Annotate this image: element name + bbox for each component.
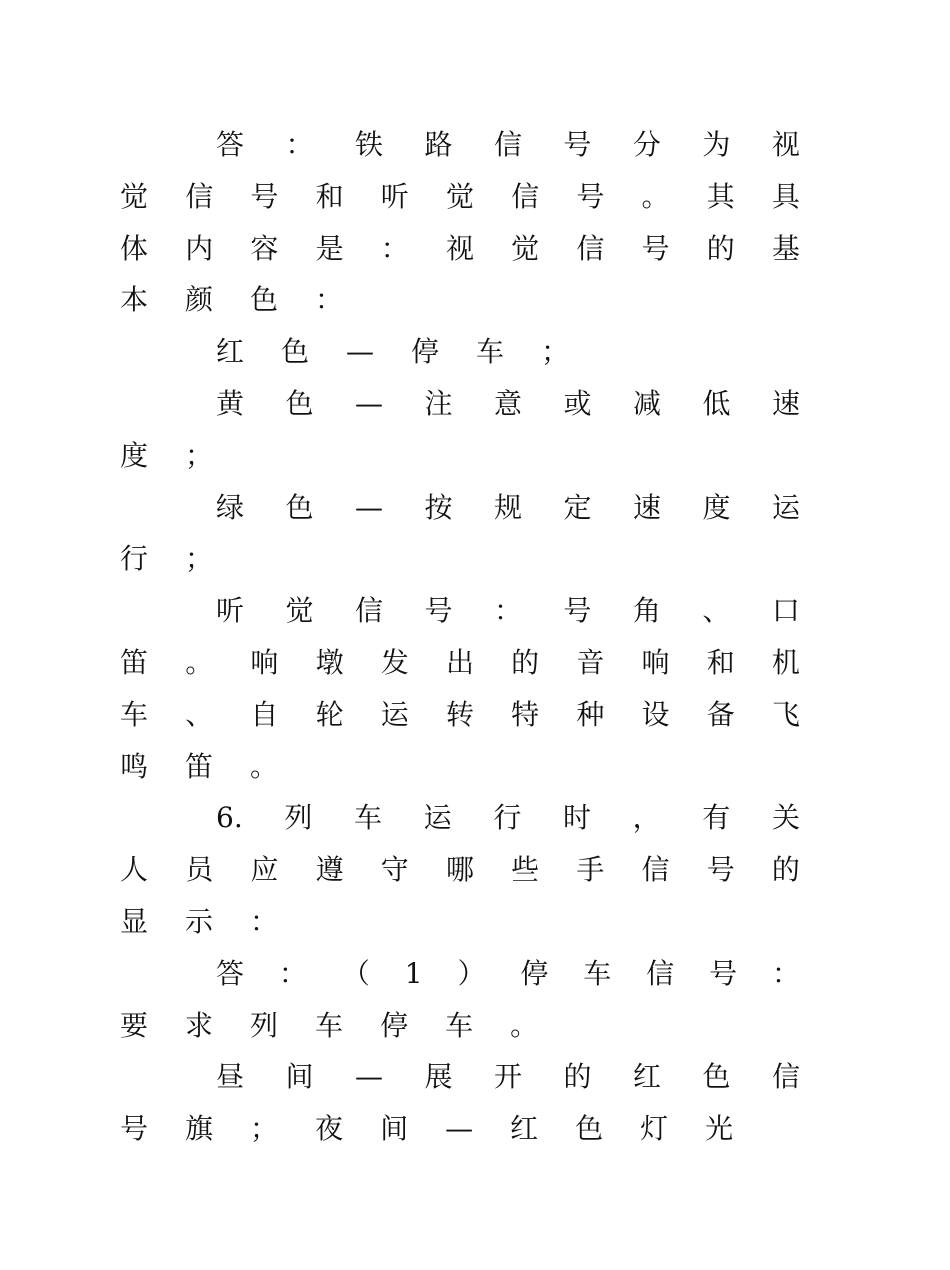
text-char: 色 <box>575 1112 604 1146</box>
text-char: 基 <box>771 231 800 265</box>
text-char: 信 <box>354 594 383 628</box>
text-char: 号 <box>641 231 670 265</box>
text-char: 设 <box>641 697 670 731</box>
text-char: 车 <box>476 335 505 369</box>
text-line <box>216 954 800 994</box>
text-char: 号 <box>563 128 592 161</box>
text-char: 注 <box>424 387 453 420</box>
text-char: 列 <box>284 801 313 835</box>
text-char: 要 <box>120 1008 149 1042</box>
text-char: 视 <box>445 231 474 265</box>
text-char: 信 <box>771 1060 800 1094</box>
text-line <box>120 643 800 683</box>
text-char: 定 <box>563 490 592 524</box>
text-char: 听 <box>216 594 245 628</box>
text-char: 列 <box>250 1008 279 1042</box>
text-line <box>216 125 800 165</box>
text-char: 色 <box>702 1060 731 1094</box>
text-char: 发 <box>380 646 409 679</box>
text-char: ： <box>278 956 307 990</box>
text-char: 灯 <box>640 1112 669 1146</box>
text-char: ： <box>250 905 279 938</box>
text-char: 号 <box>250 179 279 213</box>
text-char: 答 <box>216 128 245 161</box>
text-char: 信 <box>511 179 540 213</box>
text-char: 号 <box>563 594 592 628</box>
text-char: 铁 <box>354 128 383 161</box>
text-char: 应 <box>250 853 279 887</box>
text-char: 视 <box>771 128 800 161</box>
text-char: 行 <box>120 542 149 576</box>
text-char: 规 <box>493 490 522 524</box>
text-char: — <box>346 335 375 369</box>
text-char: 车 <box>315 1008 344 1042</box>
text-char: 音 <box>576 646 605 679</box>
text-char: 答 <box>216 956 245 990</box>
text-char: 为 <box>702 128 731 161</box>
text-char: 绿 <box>216 490 245 524</box>
text-char: 号 <box>424 594 453 628</box>
text-char: 的 <box>563 1060 592 1094</box>
text-char: — <box>355 490 383 524</box>
text-char: 开 <box>493 1060 522 1094</box>
text-char: 停 <box>380 1008 409 1042</box>
text-char: 人 <box>120 853 149 887</box>
text-char: 出 <box>445 646 474 679</box>
text-char: 黄 <box>216 387 245 420</box>
text-char: 6. <box>216 801 243 835</box>
text-char: ， <box>632 801 661 835</box>
text-line <box>216 591 800 631</box>
text-char: 运 <box>771 490 800 524</box>
text-char: 笛 <box>120 646 149 679</box>
text-char: 容 <box>250 231 279 265</box>
text-char: 行 <box>493 801 522 835</box>
text-char: （ <box>341 956 370 990</box>
text-char: 红 <box>632 1060 661 1094</box>
text-char: 守 <box>380 853 409 887</box>
text-char: 些 <box>511 853 540 887</box>
text-char: 色 <box>285 387 314 420</box>
text-char: 。 <box>185 646 214 679</box>
text-char: ； <box>185 438 214 472</box>
text-char: 车 <box>583 956 612 990</box>
text-char: 手 <box>576 853 605 887</box>
text-char: 色 <box>250 283 279 317</box>
text-line <box>120 747 800 787</box>
text-char: 自 <box>250 697 279 731</box>
text-line <box>120 539 800 579</box>
text-line <box>120 1109 800 1149</box>
text-line <box>120 902 800 942</box>
text-char: 的 <box>511 646 540 679</box>
text-char: 。 <box>510 1008 539 1042</box>
text-char: 鸣 <box>120 749 149 783</box>
text-char: ： <box>771 956 800 990</box>
text-char: 信 <box>493 128 522 161</box>
text-char: 色 <box>281 335 310 369</box>
text-char: 信 <box>646 956 675 990</box>
text-char: 轮 <box>315 697 344 731</box>
text-char: ： <box>493 594 522 628</box>
text-char: 光 <box>705 1112 734 1146</box>
text-char: ： <box>285 128 314 161</box>
text-char: 角 <box>632 594 661 628</box>
text-char: ； <box>185 542 214 576</box>
text-line <box>120 850 800 890</box>
text-char: ； <box>541 335 570 369</box>
text-char: 有 <box>702 801 731 835</box>
text-char: 间 <box>285 1060 314 1094</box>
text-char: 求 <box>185 1008 214 1042</box>
text-char: 低 <box>702 387 731 420</box>
text-line <box>120 280 800 320</box>
text-char: 号 <box>706 853 735 887</box>
text-char: 内 <box>185 231 214 265</box>
text-char: 转 <box>445 697 474 731</box>
text-char: 员 <box>185 853 214 887</box>
text-char: 颜 <box>185 283 214 317</box>
text-char: ） <box>457 956 486 990</box>
text-char: 停 <box>520 956 549 990</box>
text-char: 展 <box>424 1060 453 1094</box>
text-char: 的 <box>706 231 735 265</box>
text-char: 运 <box>380 697 409 731</box>
text-char: 速 <box>632 490 661 524</box>
text-line <box>216 798 800 838</box>
text-line <box>120 1006 800 1046</box>
text-char: 号 <box>576 179 605 213</box>
text-char: ： <box>380 231 409 265</box>
text-char: 关 <box>771 801 800 835</box>
text-char: 昼 <box>216 1060 245 1094</box>
text-char: 路 <box>424 128 453 161</box>
text-char: 笛 <box>185 749 214 783</box>
text-char: 红 <box>216 335 245 369</box>
text-char: 号 <box>709 956 738 990</box>
text-char: 哪 <box>445 853 474 887</box>
text-char: 红 <box>510 1112 539 1146</box>
text-char: 听 <box>380 179 409 213</box>
text-char: — <box>355 1060 383 1094</box>
text-line <box>216 488 800 528</box>
text-line <box>216 384 800 424</box>
text-char: 机 <box>771 646 800 679</box>
text-char: 和 <box>706 646 735 679</box>
text-char: 、 <box>702 594 731 628</box>
text-char: 减 <box>632 387 661 420</box>
text-char: 是 <box>315 231 344 265</box>
text-char: 体 <box>120 231 149 265</box>
text-char: 或 <box>563 387 592 420</box>
text-char: 旗 <box>185 1112 214 1146</box>
text-char: 车 <box>354 801 383 835</box>
text-char: 种 <box>576 697 605 731</box>
text-char: 时 <box>562 801 591 835</box>
text-char: 示 <box>185 905 214 938</box>
text-line <box>120 229 800 269</box>
text-char: 飞 <box>771 697 800 731</box>
text-char: 信 <box>641 853 670 887</box>
text-char: 显 <box>120 905 149 938</box>
text-line <box>120 177 800 217</box>
text-char: — <box>445 1112 474 1146</box>
text-char: 口 <box>771 594 800 628</box>
text-char: 遵 <box>315 853 344 887</box>
text-char: 速 <box>771 387 800 420</box>
text-char: 、 <box>185 697 214 731</box>
text-char: 觉 <box>285 594 314 628</box>
text-char: 分 <box>632 128 661 161</box>
text-char: 色 <box>285 490 314 524</box>
text-char: 意 <box>493 387 522 420</box>
text-line <box>216 332 800 372</box>
text-char: 响 <box>250 646 279 679</box>
text-char: 间 <box>380 1112 409 1146</box>
text-char: 度 <box>120 438 149 472</box>
text-char: 的 <box>771 853 800 887</box>
text-char: 其 <box>706 179 735 213</box>
text-char: 觉 <box>445 179 474 213</box>
text-char: 1 <box>404 956 423 990</box>
text-char: 备 <box>706 697 735 731</box>
text-char: 和 <box>315 179 344 213</box>
text-char: 本 <box>120 283 149 317</box>
text-char: 墩 <box>315 646 344 679</box>
text-char: 夜 <box>315 1112 344 1146</box>
text-line <box>216 1057 800 1097</box>
text-char: 停 <box>411 335 440 369</box>
text-char: 响 <box>641 646 670 679</box>
text-char: 。 <box>641 179 670 213</box>
text-char: 按 <box>424 490 453 524</box>
text-char: ； <box>250 1112 279 1146</box>
text-char: 运 <box>423 801 452 835</box>
text-char: 觉 <box>120 179 149 213</box>
text-char: — <box>355 387 383 420</box>
text-char: 。 <box>250 749 279 783</box>
text-char: 信 <box>185 179 214 213</box>
text-char: 特 <box>511 697 540 731</box>
text-char: 觉 <box>511 231 540 265</box>
text-char: 具 <box>771 179 800 213</box>
text-char: 车 <box>120 697 149 731</box>
text-char: 车 <box>445 1008 474 1042</box>
text-line <box>120 436 800 476</box>
text-char: ： <box>315 283 344 317</box>
text-char: 号 <box>120 1112 149 1146</box>
text-char: 度 <box>702 490 731 524</box>
text-char: 信 <box>576 231 605 265</box>
text-line <box>120 695 800 735</box>
